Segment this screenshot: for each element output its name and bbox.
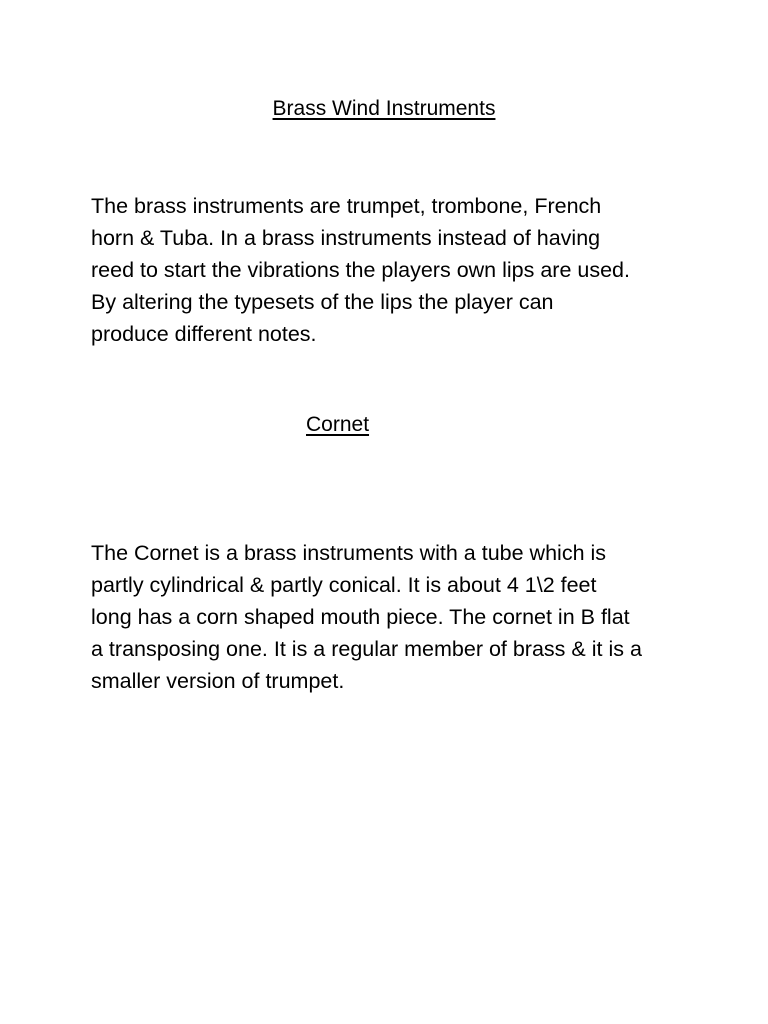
paragraph-line: By altering the typesets of the lips the player can bbox=[91, 290, 554, 314]
paragraph-line: horn & Tuba. In a brass instruments instead of having bbox=[91, 226, 601, 250]
paragraph-line: produce different notes. bbox=[91, 322, 317, 346]
paragraph-line: The Cornet is a brass instruments with a tube which is bbox=[91, 541, 607, 565]
paragraph-line: long has a corn shaped mouth piece. The cornet in B flat bbox=[91, 605, 630, 629]
paragraph-line: smaller version of trumpet. bbox=[91, 669, 345, 693]
paragraph-line: a transposing one. It is a regular member of brass & it is a bbox=[91, 637, 642, 661]
intro-paragraph bbox=[91, 190, 691, 350]
cornet-paragraph bbox=[91, 537, 691, 697]
paragraph-line: The brass instruments are trumpet, trombone, French bbox=[91, 194, 602, 218]
paragraph-line: partly cylindrical & partly conical. It is about 4 1\2 feet bbox=[91, 573, 597, 597]
paragraph-line: reed to start the vibrations the players own lips are used. bbox=[91, 258, 630, 282]
section-heading-cornet: Cornet bbox=[306, 413, 370, 436]
page-title: Brass Wind Instruments bbox=[272, 97, 496, 120]
